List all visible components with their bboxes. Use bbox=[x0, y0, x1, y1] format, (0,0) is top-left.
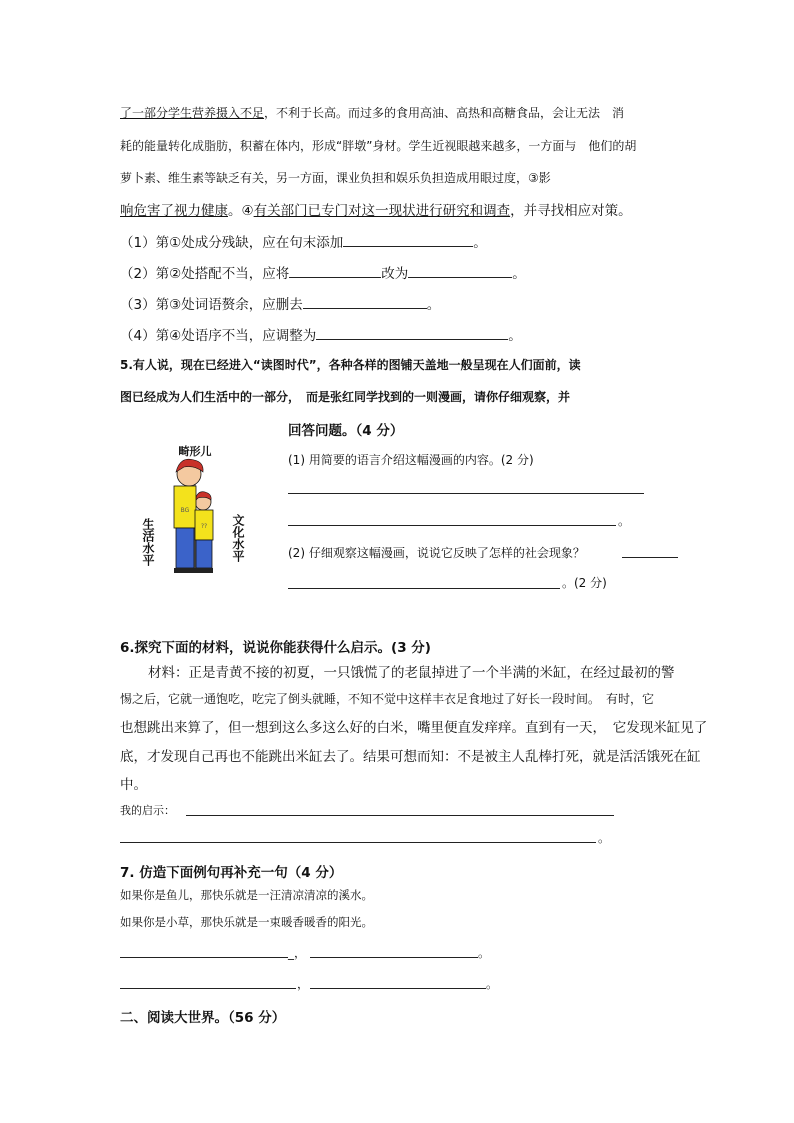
q7-example-1: 如果你是鱼儿，那快乐就是一汪清凉清凉的溪水。 bbox=[120, 888, 373, 902]
shirt-text-1: BG bbox=[180, 507, 190, 514]
q6-answer-end: 。 bbox=[598, 831, 611, 845]
passage-line-2: 耗的能量转化成脂肪，积蓄在体内，形成“胖墩”身材。学生近视眼越来越多，一方面与 他们的胡 bbox=[120, 139, 637, 153]
passage-underlined-3: 有关部门已专门对这一现状进行研究和调查 bbox=[253, 203, 511, 219]
cartoon-right-label: 文化水平 bbox=[231, 514, 245, 562]
q4-sub-2: （2）第②处搭配不当，应将 改为 。 bbox=[120, 266, 526, 282]
answer-line[interactable] bbox=[288, 525, 616, 526]
q6-material-line-4: 底，才发现自己再也不能跳出米缸去了。结果可想而知：不是被主人乱棒打死，就是活活饿死在缸 bbox=[120, 749, 701, 765]
q4-sub-3: （3）第③处词语赘余，应删去 。 bbox=[120, 297, 441, 313]
answer-blank[interactable] bbox=[343, 234, 473, 247]
q6-material-line-5: 中。 bbox=[120, 777, 147, 793]
cartoon-left-label: 生活水平 bbox=[141, 518, 155, 566]
answer-blank[interactable] bbox=[408, 265, 512, 278]
cartoon-title: 畸形儿 bbox=[178, 445, 212, 458]
answer-line[interactable] bbox=[288, 493, 644, 494]
q4-sub-1: （1）第①处成分残缺，应在句末添加 。 bbox=[120, 235, 487, 251]
answer-line[interactable] bbox=[310, 988, 486, 989]
shoes-big bbox=[174, 568, 196, 573]
q6-material-line-3: 也想跳出来算了，但一想到这么多这么好的白米，嘴里便直发痒痒。直到有一天， 它发现米缸见了 bbox=[120, 720, 708, 736]
q5-prompt-line-3: 回答问题。（4 分） bbox=[288, 423, 404, 439]
passage-line-1: 了一部分学生营养摄入不足，不利于长高。而过多的食用高油、高热和高糖食品，会让无法 消 bbox=[120, 106, 625, 120]
q6-answer-label: 我的启示： bbox=[120, 804, 175, 817]
answer-line[interactable] bbox=[288, 588, 560, 589]
section-2-title: 二、阅读大世界。（56 分） bbox=[120, 1010, 286, 1026]
answer-line[interactable] bbox=[310, 957, 478, 958]
q6-material-line-2: 惕之后，它就一通饱吃，吃完了倒头就睡，不知不觉中这样丰衣足食地过了好长一段时间。 有时，它 bbox=[120, 692, 655, 706]
q7-row-1-end: 。 bbox=[478, 946, 491, 960]
q7-title: 7. 仿造下面例句再补充一句（4 分） bbox=[120, 865, 343, 881]
answer-line[interactable] bbox=[120, 957, 288, 958]
passage-underlined-2: 响危害了视力健康 bbox=[120, 203, 228, 219]
q5-sub-1: (1) 用简要的语言介绍这幅漫画的内容。(2 分) bbox=[288, 453, 534, 467]
answer-blank[interactable] bbox=[289, 265, 381, 278]
answer-line[interactable] bbox=[120, 988, 296, 989]
pants-small bbox=[196, 540, 212, 568]
pants-big bbox=[176, 528, 194, 568]
answer-line[interactable] bbox=[186, 815, 614, 816]
q7-row-1-separator: _， bbox=[288, 946, 307, 960]
passage-line-4: 响危害了视力健康。④有关部门已专门对这一现状进行研究和调查，并寻找相应对策。 bbox=[120, 203, 632, 219]
answer-blank[interactable] bbox=[316, 327, 508, 340]
q5-prompt-line-2: 图已经成为人们生活中的一部分， 而是张红同学找到的一则漫画，请你仔细观察，并 bbox=[120, 390, 571, 404]
answer-blank[interactable] bbox=[303, 296, 427, 309]
q7-row-2-separator: ， bbox=[297, 977, 310, 991]
passage-line-3: 萝卜素、维生素等缺乏有关，另一方面，课业负担和娱乐负担造成用眼过度，③影 bbox=[120, 171, 551, 185]
shirt-text-2: ?? bbox=[200, 523, 208, 530]
q6-material-line-1: 材料：正是青黄不接的初夏，一只饿慌了的老鼠掉进了一个半满的米缸，在经过最初的警 bbox=[148, 665, 675, 681]
cartoon-illustration bbox=[140, 440, 250, 580]
answer-line[interactable] bbox=[622, 557, 678, 558]
q5-prompt-line-1: 5.有人说，现在已经进入“读图时代”，各种各样的图铺天盖地一般呈现在人们面前，读 bbox=[120, 358, 581, 372]
passage-underlined-1: 了一部分学生营养摄入不足 bbox=[120, 106, 265, 120]
q6-title: 6.探究下面的材料，说说你能获得什么启示。(3 分) bbox=[120, 640, 431, 656]
q5-sub-1-end: 。 bbox=[618, 514, 631, 528]
q7-example-2: 如果你是小草，那快乐就是一束暖香暖香的阳光。 bbox=[120, 915, 373, 929]
q4-sub-4: （4）第④处语序不当，应调整为 。 bbox=[120, 328, 522, 344]
q5-sub-2-end: 。(2 分) bbox=[562, 576, 607, 590]
q7-row-2-end: 。 bbox=[486, 977, 499, 991]
answer-line[interactable] bbox=[120, 842, 596, 843]
q5-sub-2: (2) 仔细观察这幅漫画，说说它反映了怎样的社会现象？ bbox=[288, 546, 585, 560]
shoes-small bbox=[195, 568, 213, 573]
